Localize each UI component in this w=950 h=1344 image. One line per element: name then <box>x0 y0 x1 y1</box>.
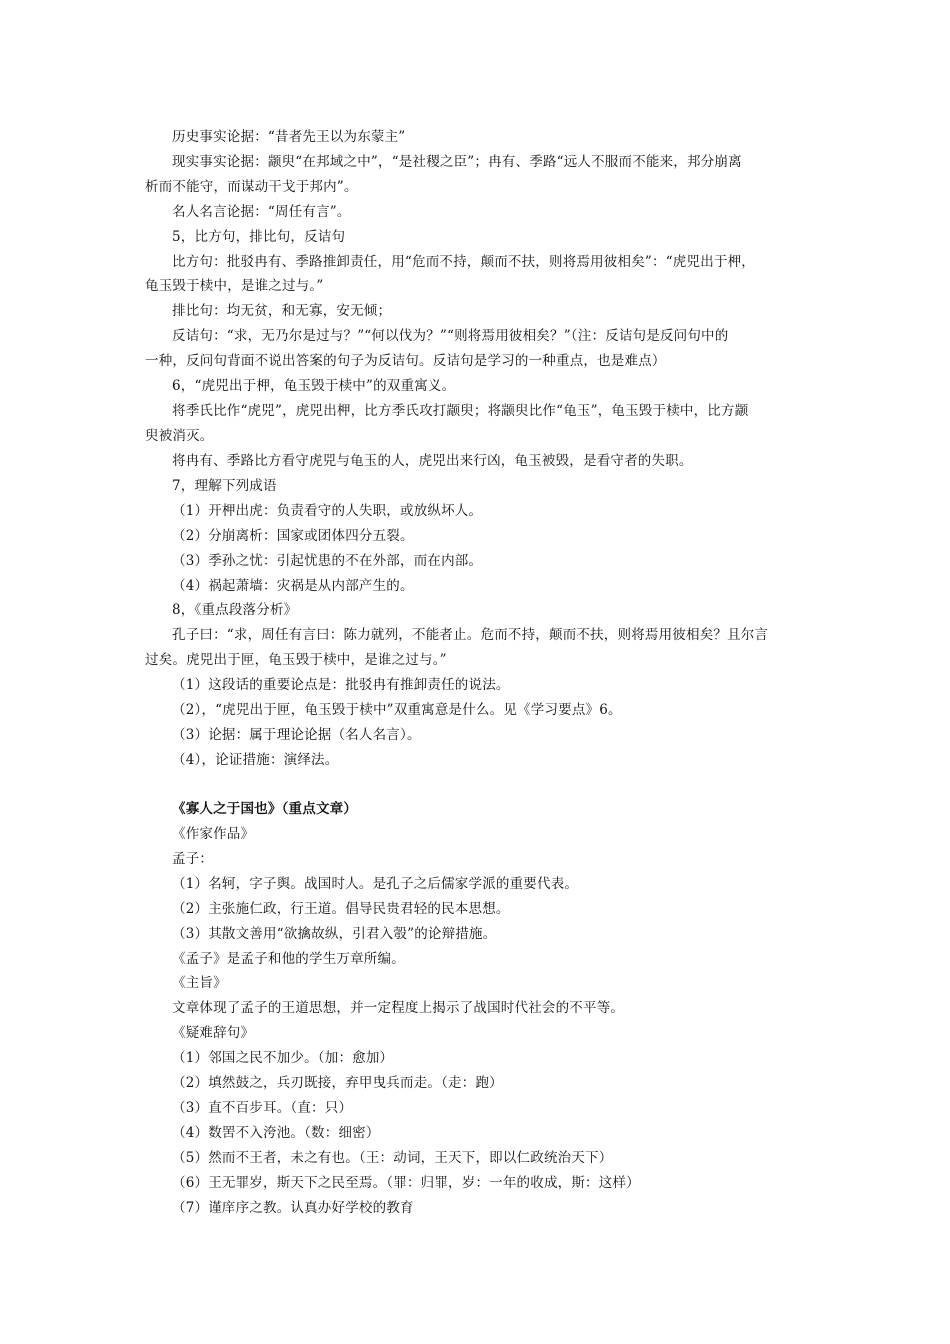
list-item: （1）这段话的重要论点是：批驳冉有推卸责任的说法。 <box>172 677 510 693</box>
list-item: （4），论证措施：演绎法。 <box>172 752 339 768</box>
list-item: （3）其散文善用“欲擒故纵，引君入彀”的论辩措施。 <box>172 926 497 942</box>
text-line: 孟子： <box>172 851 214 867</box>
text-line: 历史事实论据：“昔者先王以为东蒙主” <box>172 129 406 145</box>
list-item: （2），“虎兕出于匣，龟玉毁于椟中”双重寓意是什么。见《学习要点》6。 <box>172 702 622 718</box>
list-item: （2）主张施仁政，行王道。倡导民贵君轻的民本思想。 <box>172 901 510 917</box>
text-line: 8，《重点段落分析》 <box>172 602 298 618</box>
list-item: （1）邻国之民不加少。（加：愈加） <box>172 1050 394 1066</box>
text-line: 臾被消灭。 <box>145 428 214 444</box>
section-title: 《寡人之于国也》（重点文章） <box>172 801 358 817</box>
list-item: （3）直不百步耳。（直：只） <box>172 1100 353 1116</box>
text-line: 《孟子》是孟子和他的学生万章所编。 <box>172 951 405 967</box>
text-line: 将季氏比作“虎兕”，虎兕出柙，比方季氏攻打颛臾；将颛臾比作“龟玉”，龟玉毁于椟中，比方颛 <box>172 403 749 419</box>
text-line: 《作家作品》 <box>172 826 255 842</box>
list-item: （1）开柙出虎：负责看守的人失职，或放纵坏人。 <box>172 503 483 519</box>
list-item: （4）祸起萧墙：灾祸是从内部产生的。 <box>172 578 414 594</box>
list-item: （3）季孙之忧：引起忧患的不在外部，而在内部。 <box>172 553 483 569</box>
list-item: （7）谨庠序之教。认真办好学校的教育 <box>172 1200 414 1216</box>
text-line: 过矣。虎兕出于匣，龟玉毁于椟中，是谁之过与。” <box>145 652 447 668</box>
text-line: 排比句：均无贫，和无寡，安无倾； <box>172 303 392 319</box>
text-line: 一种，反问句背面不说出答案的句子为反诘句。反诘句是学习的一种重点，也是难点） <box>145 353 666 369</box>
list-item: （3）论据：属于理论论据（名人名言）。 <box>172 727 421 743</box>
text-line: 《疑难辞句》 <box>172 1025 255 1041</box>
text-line: 5，比方句，排比句，反诘句 <box>172 229 346 245</box>
text-line: 名人名言论据：“周任有言”。 <box>172 204 351 220</box>
text-line: 孔子曰：“求，周任有言曰：陈力就列，不能者止。危而不持，颠而不扶，则将焉用彼相矣？且尔言 <box>172 627 769 643</box>
text-line: 文章体现了孟子的王道思想，并一定程度上揭示了战国时代社会的不平等。 <box>172 1000 625 1016</box>
text-line: 龟玉毁于椟中，是谁之过与。” <box>145 278 324 294</box>
text-line: 《主旨》 <box>172 975 227 991</box>
text-line: 析而不能守，而谋动干戈于邦内”。 <box>145 179 358 195</box>
list-item: （6）王无罪岁，斯天下之民至焉。（罪：归罪，岁：一年的收成，斯：这样） <box>172 1175 640 1191</box>
list-item: （4）数罟不入洿池。（数：细密） <box>172 1125 380 1141</box>
text-line: 将冉有、季路比方看守虎兕与龟玉的人，虎兕出来行凶，龟玉被毁，是看守者的失职。 <box>172 453 693 469</box>
list-item: （2）分崩离析：国家或团体四分五裂。 <box>172 528 414 544</box>
text-line: 比方句：批驳冉有、季路推卸责任，用“危而不持，颠而不扶，则将焉用彼相矣”：“虎兕出于柙， <box>172 254 756 270</box>
text-line: 现实事实论据：颛臾“在邦域之中”，“是社稷之臣”；冉有、季路“远人不服而不能来，邦分崩离 <box>172 154 742 170</box>
list-item: （5）然而不王者，未之有也。（王：动词，王天下，即以仁政统治天下） <box>172 1150 613 1166</box>
list-item: （2）填然鼓之，兵刃既接，弃甲曳兵而走。（走：跑） <box>172 1075 503 1091</box>
text-line: 6，“虎兕出于柙，龟玉毁于椟中”的双重寓义。 <box>172 378 456 394</box>
list-item: （1）名轲，字子舆。战国时人。是孔子之后儒家学派的重要代表。 <box>172 876 579 892</box>
text-line: 7，理解下列成语 <box>172 478 277 494</box>
text-line: 反诘句：“求，无乃尔是过与？”“何以伐为？”“则将焉用彼相矣？”（注：反诘句是反问句中的 <box>172 328 729 344</box>
